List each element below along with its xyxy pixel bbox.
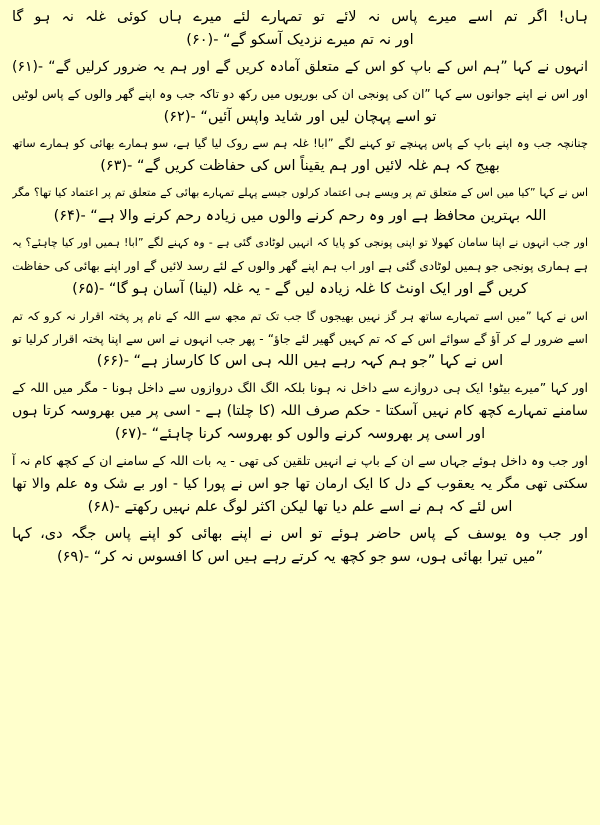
verse-line: اور اس نے اپنے جوانوں سے کہا ”ان کی پونجی ان کی بوریوں میں رکھ دو تاکہ جب وہ اپنے گھر والوں کے پاس لوٹیں	[12, 86, 588, 101]
verse-line: سکتی تھی مگر یہ یعقوب کے دل کا ایک ارمان تھا جو اس نے پورا کیا - اور بے شک وہ علم والا تھا	[12, 475, 588, 492]
verse-63	[12, 132, 588, 178]
verse-line: اور جب وہ داخل ہوئے جہاں سے ان کے باپ نے انہیں تلقین کی تھی - یہ بات اللہ کے سامنے ان کے کچھ کام نہ آ	[12, 453, 588, 469]
verse-line: اس نے کہا ”میں اسے تمہارے ساتھ ہر گز نہیں بھیجوں گا جب تک تم مجھ سے اللہ کے نام پر پختہ اقرار نہ کرو کہ تم	[12, 308, 588, 323]
verse-line: سامنے تمہارے کچھ کام نہیں آسکتا - حکم صرف اللہ (کا چلتا) ہے - اسی پر میں بھروسہ کرتا ہوں	[12, 403, 588, 420]
verse-line: ہے ہماری پونجی جو ہمیں لوٹادی گئی ہے اور اب ہم اپنے گھر والوں کے لئے رسد لائیں گے اور اپنے بھائی کی حفاظت	[12, 258, 588, 273]
verse-line: چنانچہ جب وہ اپنے باپ کے پاس پہنچے تو کہنے لگے ”ابا! غلہ ہم سے روک لیا گیا ہے، سو ہمارے بھائی کو ہمارے ساتھ	[12, 136, 588, 151]
verse-line: کریں گے اور ایک اونٹ کا غلہ زیادہ لیں گے - یہ غلہ (لینا) آسان ہو گا“ -(۶۵)	[72, 280, 528, 297]
verse-68	[12, 450, 588, 519]
verse-line: اور کہا ”میرے بیٹو! ایک ہی دروازے سے داخل نہ ہونا بلکہ الگ الگ دروازوں سے داخل ہونا - مگر میں اللہ کے	[12, 380, 588, 396]
verse-64	[12, 182, 588, 228]
verse-67	[12, 377, 588, 446]
verse-69	[12, 523, 588, 569]
verse-line: اس نے کہا ”کیا میں اس کے متعلق تم پر ویسے ہی اعتماد کرلوں جیسے پہلے تمہارے بھائی کے متعلق تم پر اعتماد کیا تھا؟ مگر	[12, 186, 588, 200]
verse-line: اس نے کہا ”جو ہم کہہ رہے ہیں اللہ ہی اس کا کارساز ہے“ -(۶۶)	[96, 353, 504, 370]
verse-line: ”میں تیرا بھائی ہوں، سو جو کچھ یہ کرتے رہے ہیں اس کا افسوس نہ کر“ -(۶۹)	[56, 548, 544, 565]
verse-65	[12, 232, 588, 301]
verse-line: اور جب انہوں نے اپنا سامان کھولا تو اپنی پونجی کو پایا کہ انہیں لوٹادی گئی ہے - وہ کہنے لگے ”ابا! ہمیں اور کیا چاہئے؟ یہ	[12, 236, 588, 250]
verse-60	[12, 6, 588, 52]
verse-66	[12, 305, 588, 374]
verse-line: اور نہ تم میرے نزدیک آسکو گے“ -(۶۰)	[186, 31, 414, 48]
verse-line: اس لئے کہ ہم نے اسے علم دیا تھا لیکن اکثر لوگ علم نہیں رکھتے -(۶۸)	[87, 498, 513, 515]
verse-61	[12, 56, 588, 79]
verse-line: تو اسے پہچان لیں اور شاید واپس آئیں“ -(۶۲)	[163, 108, 437, 125]
verse-line: اللہ بہترین محافظ ہے اور وہ رحم کرنے والوں میں زیادہ رحم کرنے والا ہے“ -(۶۴)	[53, 208, 547, 225]
verse-line: انہوں نے کہا ”ہم اس کے باپ کو اس کے متعلق آمادہ کریں گے اور ہم یہ ضرور کرلیں گے“ -(۶۱)	[12, 58, 588, 75]
verse-line: بھیج کہ ہم غلہ لائیں اور ہم یقیناً اس کی حفاظت کریں گے“ -(۶۳)	[100, 158, 500, 175]
verse-line: ہاں! اگر تم اسے میرے پاس نہ لائے تو تمہارے لئے میرے ہاں کوئی غلہ نہ ہو گا	[12, 9, 588, 25]
verse-line: اور جب وہ یوسف کے پاس حاضر ہوئے تو اس نے اپنے بھائی کو اپنے پاس جگہ دی، کہا	[12, 525, 588, 542]
verse-line: اور اسی پر بھروسہ کرنے والوں کو بھروسہ کرنا چاہئے“ -(۶۷)	[114, 426, 486, 443]
verse-62	[12, 83, 588, 129]
verse-line: اسے ضرور لے کر آؤ گے سوائے اس کے کہ تم کہیں گھیر لئے جاؤ“ - پھر جب انہوں نے اس سے اپنا پختہ اقرار کرلیا تو	[12, 331, 588, 346]
